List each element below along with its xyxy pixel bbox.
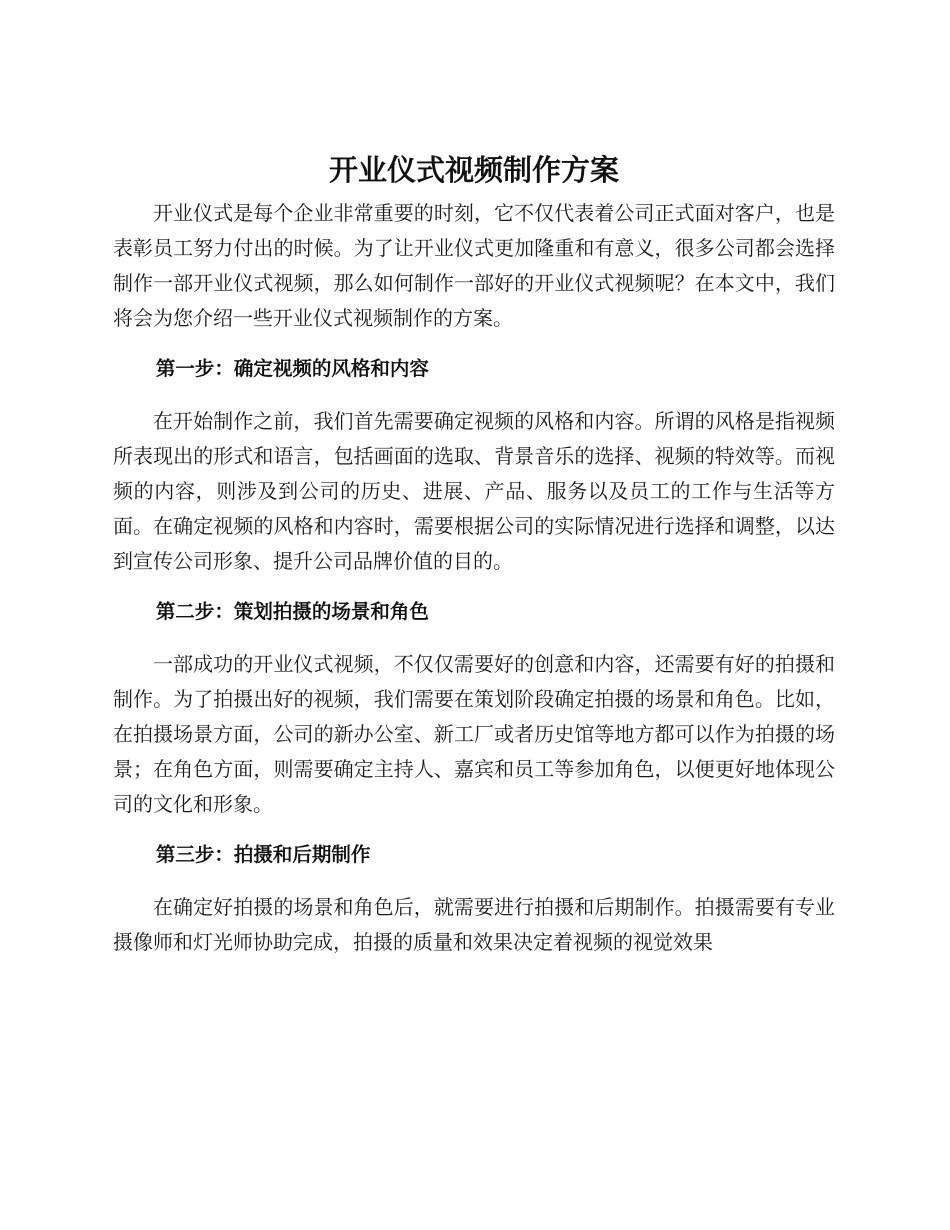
intro-paragraph: 开业仪式是每个企业非常重要的时刻，它不仅代表着公司正式面对客户，也是表彰员工努力付出的时候。为了让开业仪式更加隆重和有意义，很多公司都会选择制作一部开业仪式视频，那么如何制作一部好的开业仪式视频呢？在本文中，我们将会为您介绍一些开业仪式视频制作的方案。 [113, 201, 835, 330]
section-heading-step-1: 第一步：确定视频的风格和内容 [155, 357, 429, 380]
section-body-step-1: 在开始制作之前，我们首先需要确定视频的风格和内容。所谓的风格是指视频所表现出的形式和语言，包括画面的选取、背景音乐的选择、视频的特效等。而视频的内容，则涉及到公司的历史、进展、产品、服务以及员工的工作与生活等方面。在确定视频的风格和内容时，需要根据公司的实际情况进行选择和调整，以达到宣传公司形象、提升公司品牌价值的目的。 [113, 409, 835, 573]
document-body [113, 148, 835, 960]
document-title: 开业仪式视频制作方案 [328, 153, 619, 187]
section-heading-step-2: 第二步：策划拍摄的场景和角色 [155, 600, 429, 623]
section-body-step-2: 一部成功的开业仪式视频，不仅仅需要好的创意和内容，还需要有好的拍摄和制作。为了拍摄出好的视频，我们需要在策划阶段确定拍摄的场景和角色。比如，在拍摄场景方面，公司的新办公室、新工厂或者历史馆等地方都可以作为拍摄的场景；在角色方面，则需要确定主持人、嘉宾和员工等参加角色，以便更好地体现公司的文化和形象。 [113, 652, 835, 816]
section-body-step-3: 在确定好拍摄的场景和角色后，就需要进行拍摄和后期制作。拍摄需要有专业摄像师和灯光师协助完成，拍摄的质量和效果决定着视频的视觉效果 [113, 895, 835, 954]
section-heading-step-3: 第三步：拍摄和后期制作 [155, 843, 371, 866]
